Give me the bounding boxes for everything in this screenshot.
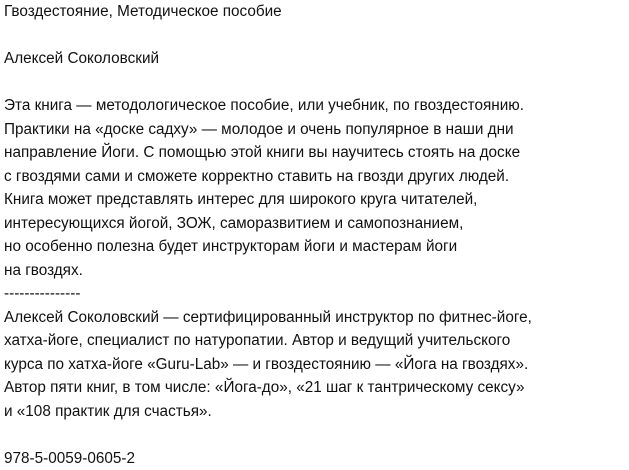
description-line: с гвоздями сами и сможете корректно ставить на гвозди других людей. [4,165,626,189]
description-line: но особенно полезна будет инструкторам йоги и мастерам йоги [4,235,626,259]
description-line: Книга может представлять интерес для широкого круга читателей, [4,188,626,212]
blank-line [4,423,626,447]
description-line: интересующихся йогой, ЗОЖ, саморазвитием и самопознанием, [4,212,626,236]
bio-line: и «108 практик для счастья». [4,400,626,424]
bio-line: Алексей Соколовский — сертифицированный инструктор по фитнес-йоге, [4,306,626,330]
description-line: Эта книга — методологическое пособие, или учебник, по гвоздестоянию. [4,94,626,118]
blank-line [4,71,626,95]
book-description [4,94,626,282]
book-title: Гвоздестояние, Методическое пособие [4,0,626,24]
isbn: 978-5-0059-0605-2 [4,447,626,470]
bio-line: курса по хатха-йоге «Guru-Lab» — и гвоздестоянию — «Йога на гвоздях». [4,353,626,377]
blank-line [4,24,626,48]
separator-line: --------------- [4,282,626,306]
bio-line: Автор пяти книг, в том числе: «Йога-до», «21 шаг к тантрическому сексу» [4,376,626,400]
description-line: направление Йоги. С помощью этой книги вы научитесь стоять на доске [4,141,626,165]
description-line: на гвоздях. [4,259,626,283]
description-line: Практики на «доске садху» — молодое и очень популярное в наши дни [4,118,626,142]
author-bio [4,306,626,424]
document-body [4,0,626,470]
book-author: Алексей Соколовский [4,47,626,71]
bio-line: хатха-йоге, специалист по натуропатии. Автор и ведущий учительского [4,329,626,353]
